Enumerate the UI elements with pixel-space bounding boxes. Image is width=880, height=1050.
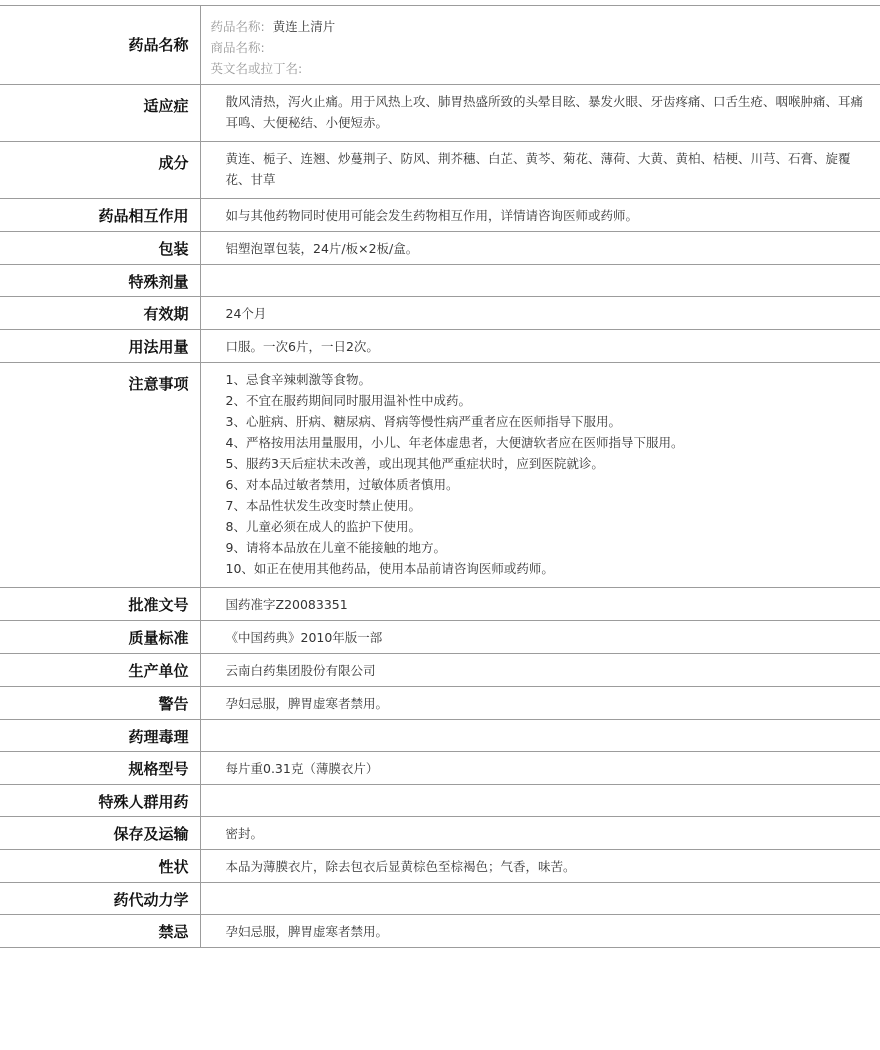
row-label: 性状: [0, 850, 200, 883]
row-special-dose: [0, 265, 880, 297]
list-item: 6、对本品过敏者禁用，过敏体质者慎用。: [225, 477, 459, 492]
row-contraindications: [0, 915, 880, 948]
spec-value: 每片重0.31克（薄膜衣片）: [200, 752, 880, 785]
toxicology-value: [200, 720, 880, 752]
validity-value: 24个月: [200, 297, 880, 330]
row-label: 注意事项: [0, 363, 200, 588]
generic-name-line: [211, 16, 869, 37]
list-item: 2、不宜在服药期间同时服用温补性中成药。: [225, 393, 471, 408]
latin-name-key: 英文名或拉丁名:: [210, 61, 303, 76]
list-item: 3、心脏病、肝病、糖尿病、肾病等慢性病严重者应在医师指导下服用。: [225, 414, 621, 429]
row-storage: [0, 817, 880, 850]
row-spec: [0, 752, 880, 785]
approval-value: 国药准字Z20083351: [200, 588, 880, 621]
list-item: 9、请将本品放在儿童不能接触的地方。: [225, 540, 446, 555]
row-label: 用法用量: [0, 330, 200, 363]
row-label: 质量标准: [0, 621, 200, 654]
list-item: 10、如正在使用其他药品，使用本品前请咨询医师或药师。: [225, 561, 554, 576]
row-ingredients: [0, 142, 880, 199]
pharmacokinetics-value: [200, 883, 880, 915]
row-manufacturer: [0, 654, 880, 687]
list-item: 4、严格按用法用量服用，小儿、年老体虚患者，大便溏软者应在医师指导下服用。: [225, 435, 684, 450]
row-standard: [0, 621, 880, 654]
usage-value: 口服。一次6片，一日2次。: [200, 330, 880, 363]
list-item: 8、儿童必须在成人的监护下使用。: [225, 519, 421, 534]
row-label: 特殊人群用药: [0, 785, 200, 817]
row-special-groups: [0, 785, 880, 817]
row-drug-name: [0, 6, 880, 85]
row-label: 包装: [0, 232, 200, 265]
row-label: 成分: [0, 142, 200, 199]
special-dose-value: [200, 265, 880, 297]
trade-name-line: [211, 37, 869, 58]
row-appearance: [0, 850, 880, 883]
row-package: [0, 232, 880, 265]
contraindications-value: 孕妇忌服，脾胃虚寒者禁用。: [200, 915, 880, 948]
row-label: 药品名称: [0, 6, 200, 85]
list-item: 1、忌食辛辣刺激等食物。: [225, 372, 371, 387]
row-label: 警告: [0, 687, 200, 720]
row-label: 特殊剂量: [0, 265, 200, 297]
row-label: 禁忌: [0, 915, 200, 948]
row-indication: [0, 85, 880, 142]
package-value: 铝塑泡罩包装，24片/板×2板/盒。: [200, 232, 880, 265]
warning-value: 孕妇忌服，脾胃虚寒者禁用。: [200, 687, 880, 720]
row-label: 生产单位: [0, 654, 200, 687]
manufacturer-value: 云南白药集团股份有限公司: [200, 654, 880, 687]
list-item: 5、服药3天后症状未改善，或出现其他严重症状时，应到医院就诊。: [225, 456, 604, 471]
generic-name-value: 黄连上清片: [272, 19, 336, 34]
row-usage: [0, 330, 880, 363]
drug-name-block: [200, 6, 880, 85]
row-label: 适应症: [0, 85, 200, 142]
row-interaction: [0, 199, 880, 232]
row-warning: [0, 687, 880, 720]
standard-value: 《中国药典》2010年版一部: [200, 621, 880, 654]
drug-spec-table: [0, 5, 880, 948]
row-pharmacokinetics: [0, 883, 880, 915]
indication-value: 散风清热，泻火止痛。用于风热上攻、肺胃热盛所致的头晕目眩、暴发火眼、牙齿疼痛、口舌生疮、咽喉肿痛、耳痛耳鸣、大便秘结、小便短赤。: [200, 85, 880, 142]
trade-name-key: 商品名称:: [210, 40, 265, 55]
row-label: 保存及运输: [0, 817, 200, 850]
row-precautions: [0, 363, 880, 588]
row-validity: [0, 297, 880, 330]
row-label: 药理毒理: [0, 720, 200, 752]
row-label: 药品相互作用: [0, 199, 200, 232]
list-item: 7、本品性状发生改变时禁止使用。: [225, 498, 421, 513]
row-toxicology: [0, 720, 880, 752]
row-approval: [0, 588, 880, 621]
ingredients-value: 黄连、栀子、连翘、炒蔓荆子、防风、荆芥穗、白芷、黄芩、菊花、薄荷、大黄、黄柏、桔梗、川芎、石膏、旋覆花、甘草: [200, 142, 880, 199]
special-groups-value: [200, 785, 880, 817]
latin-name-line: [211, 58, 869, 79]
row-label: 药代动力学: [0, 883, 200, 915]
row-label: 规格型号: [0, 752, 200, 785]
interaction-value: 如与其他药物同时使用可能会发生药物相互作用，详情请咨询医师或药师。: [200, 199, 880, 232]
storage-value: 密封。: [200, 817, 880, 850]
row-label: 有效期: [0, 297, 200, 330]
appearance-value: 本品为薄膜衣片，除去包衣后显黄棕色至棕褐色；气香，味苦。: [200, 850, 880, 883]
generic-name-key: 药品名称:: [210, 19, 265, 34]
precautions-list: [200, 363, 880, 588]
row-label: 批准文号: [0, 588, 200, 621]
